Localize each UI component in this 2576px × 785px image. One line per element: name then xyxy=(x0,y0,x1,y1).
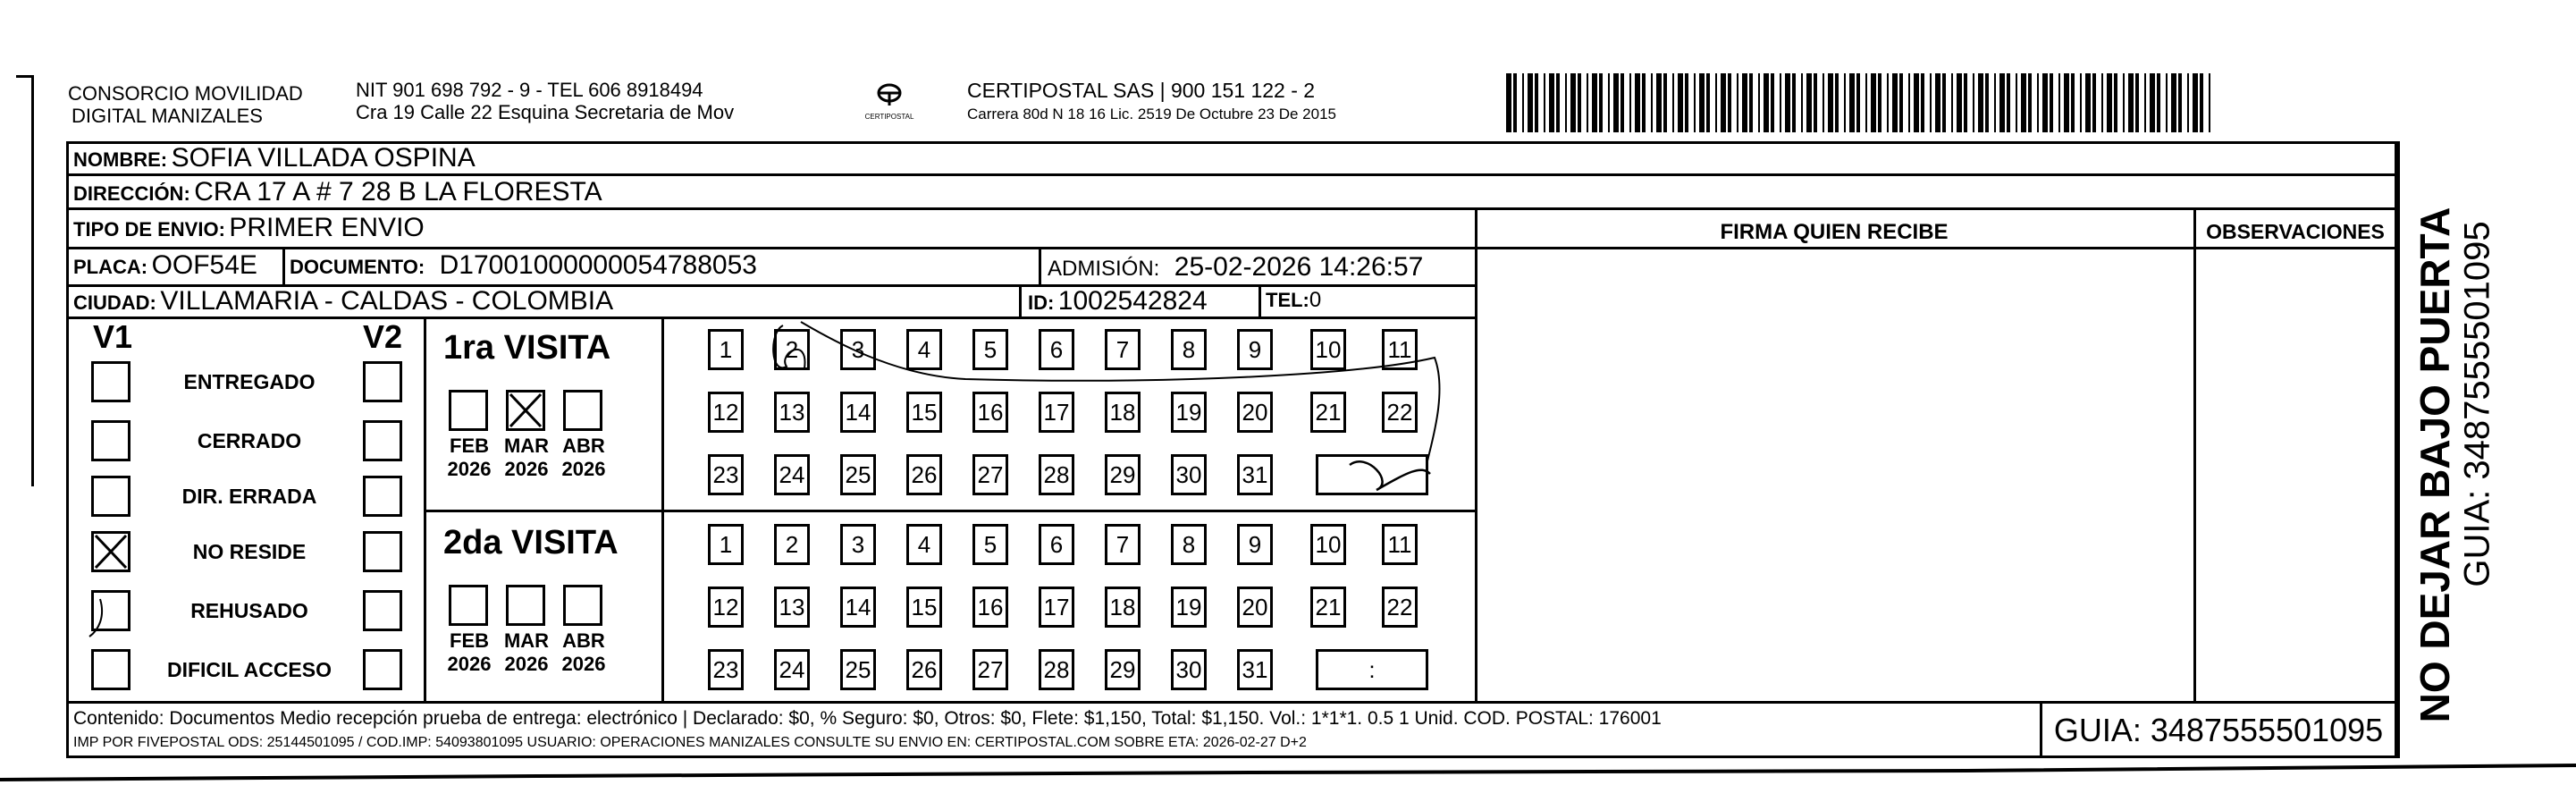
imp-text: IMP POR FIVEPOSTAL ODS: 25144501095 / COD.IMP: 54093801095 USUARIO: OPERACIONES MANIZALES CONSULTE SU ENVIO EN: CERTIPOSTAL.COM SOBRE ETA: 2026-02-27 D+2 xyxy=(73,735,1307,750)
day-box[interactable]: 8 xyxy=(1171,329,1207,370)
day-box[interactable]: 27 xyxy=(972,454,1008,495)
documento-value: D17001000000054788053 xyxy=(439,250,757,280)
day-box[interactable]: 12 xyxy=(708,392,744,433)
day-box[interactable]: 18 xyxy=(1105,587,1141,628)
day-box[interactable]: 26 xyxy=(906,454,942,495)
day-box[interactable]: 17 xyxy=(1039,587,1074,628)
status-label: ENTREGADO xyxy=(183,370,316,393)
day-box[interactable]: 3 xyxy=(840,329,876,370)
tel-value: 0 xyxy=(1309,288,1322,312)
day-box[interactable]: 16 xyxy=(972,392,1008,433)
tipo-envio-value: PRIMER ENVIO xyxy=(229,213,425,242)
day-box[interactable]: 15 xyxy=(906,587,942,628)
day-box[interactable]: 25 xyxy=(840,649,876,690)
tel-label: TEL: xyxy=(1266,289,1309,311)
month-year: 2026 xyxy=(447,458,492,481)
day-box[interactable]: 29 xyxy=(1105,454,1141,495)
day-box[interactable]: 24 xyxy=(774,454,810,495)
day-box[interactable]: 13 xyxy=(774,392,810,433)
logo-text: CERTIPOSTAL xyxy=(864,113,914,121)
placa-value: OOF54E xyxy=(151,250,257,280)
id-label: ID: xyxy=(1028,291,1055,314)
day-box[interactable]: 25 xyxy=(840,454,876,495)
month-year: 2026 xyxy=(561,458,606,481)
day-box[interactable]: 28 xyxy=(1039,454,1074,495)
placa-label: PLACA: xyxy=(73,256,148,278)
status-label: CERRADO xyxy=(197,429,302,452)
day-box[interactable]: 14 xyxy=(840,587,876,628)
no-dejar-bajo-puerta: NO DEJAR BAJO PUERTA xyxy=(2412,207,2458,723)
month-year: 2026 xyxy=(504,653,549,676)
day-box[interactable]: 12 xyxy=(708,587,744,628)
month-year: 2026 xyxy=(561,653,606,676)
side-guia: GUIA: 3487555501095 xyxy=(2457,221,2497,587)
tear-line xyxy=(0,760,2576,785)
tipo-envio-label: TIPO DE ENVIO: xyxy=(73,218,225,241)
observaciones-label: OBSERVACIONES xyxy=(2206,220,2385,243)
day-box[interactable]: 23 xyxy=(708,649,744,690)
company-line-2: DIGITAL MANIZALES xyxy=(72,105,263,128)
carrier-line-1: CERTIPOSTAL SAS | 900 151 122 - 2 xyxy=(967,79,1316,102)
day-box[interactable]: 26 xyxy=(906,649,942,690)
documento-label: DOCUMENTO: xyxy=(290,256,425,278)
day-box[interactable]: 9 xyxy=(1237,524,1273,565)
nit-line-2: Cra 19 Calle 22 Esquina Secretaria de Mov xyxy=(356,101,735,124)
day-box[interactable]: 27 xyxy=(972,649,1008,690)
month-year: 2026 xyxy=(447,653,492,676)
day-box[interactable]: 28 xyxy=(1039,649,1074,690)
v1-label: V1 xyxy=(93,318,133,355)
day-box[interactable]: 2 xyxy=(774,524,810,565)
status-label: REHUSADO xyxy=(190,599,308,622)
day-box[interactable]: 4 xyxy=(906,524,942,565)
day-box[interactable]: 7 xyxy=(1105,329,1141,370)
status-label: NO RESIDE xyxy=(192,540,307,563)
day-box[interactable]: 6 xyxy=(1039,524,1074,565)
footer-guia: GUIA: 3487555501095 xyxy=(2053,712,2384,748)
day-box[interactable]: 5 xyxy=(972,329,1008,370)
day-box[interactable]: 3 xyxy=(840,524,876,565)
day-box[interactable]: 24 xyxy=(774,649,810,690)
day-box[interactable]: 7 xyxy=(1105,524,1141,565)
visit-title: 1ra VISITA xyxy=(443,329,611,367)
day-box[interactable]: 21 xyxy=(1310,587,1346,628)
day-box[interactable]: 11 xyxy=(1382,329,1418,370)
day-box[interactable]: 30 xyxy=(1171,649,1207,690)
day-box[interactable]: 4 xyxy=(906,329,942,370)
day-box[interactable]: 1 xyxy=(708,524,744,565)
month-name: FEB xyxy=(450,629,489,652)
day-box[interactable]: 2 xyxy=(774,329,810,370)
day-box[interactable]: 14 xyxy=(840,392,876,433)
direccion-value: CRA 17 A # 7 28 B LA FLORESTA xyxy=(194,177,602,207)
day-box[interactable]: 17 xyxy=(1039,392,1074,433)
day-box[interactable]: 22 xyxy=(1382,587,1418,628)
day-box[interactable]: 9 xyxy=(1237,329,1273,370)
ciudad-value: VILLAMARIA - CALDAS - COLOMBIA xyxy=(160,286,614,316)
v2-label: V2 xyxy=(363,318,403,355)
nit-line-1: NIT 901 698 792 - 9 - TEL 606 8918494 xyxy=(356,79,703,101)
month-name: ABR xyxy=(562,629,605,652)
day-box[interactable]: 10 xyxy=(1310,524,1346,565)
firma-quien-recibe-label: FIRMA QUIEN RECIBE xyxy=(1720,220,1949,244)
nombre-label: NOMBRE: xyxy=(73,148,168,171)
day-box[interactable]: 18 xyxy=(1105,392,1141,433)
month-name: FEB xyxy=(450,435,489,457)
day-box[interactable]: 31 xyxy=(1237,454,1273,495)
day-box[interactable]: 31 xyxy=(1237,649,1273,690)
day-box[interactable]: 19 xyxy=(1171,392,1207,433)
month-name: ABR xyxy=(562,435,605,457)
day-box[interactable]: 11 xyxy=(1382,524,1418,565)
day-box[interactable]: 22 xyxy=(1382,392,1418,433)
ciudad-label: CIUDAD: xyxy=(73,291,156,314)
day-box[interactable]: 20 xyxy=(1237,587,1273,628)
time-box[interactable]: : xyxy=(1316,649,1428,690)
day-box[interactable]: 5 xyxy=(972,524,1008,565)
month-name: MAR xyxy=(503,629,550,652)
day-box[interactable]: 19 xyxy=(1171,587,1207,628)
status-label: DIR. ERRADA xyxy=(181,485,317,508)
day-box[interactable]: 29 xyxy=(1105,649,1141,690)
day-box[interactable]: 10 xyxy=(1310,329,1346,370)
day-box[interactable]: 16 xyxy=(972,587,1008,628)
day-box[interactable]: 15 xyxy=(906,392,942,433)
company-line-1: CONSORCIO MOVILIDAD xyxy=(68,82,303,105)
direccion-label: DIRECCIÓN: xyxy=(73,182,190,205)
admision-value: 25-02-2026 14:26:57 xyxy=(1174,252,1424,282)
day-box[interactable]: 6 xyxy=(1039,329,1074,370)
visit-title: 2da VISITA xyxy=(443,524,619,561)
month-name: MAR xyxy=(503,435,550,457)
day-box[interactable]: 8 xyxy=(1171,524,1207,565)
id-value: 1002542824 xyxy=(1057,286,1208,316)
status-label: DIFICIL ACCESO xyxy=(166,658,332,681)
carrier-line-2: Carrera 80d N 18 16 Lic. 2519 De Octubre 23 De 2015 xyxy=(967,106,1336,123)
nombre-value: SOFIA VILLADA OSPINA xyxy=(171,143,476,173)
day-box[interactable]: 23 xyxy=(708,454,744,495)
day-box[interactable]: 30 xyxy=(1171,454,1207,495)
day-box[interactable]: 20 xyxy=(1237,392,1273,433)
day-box[interactable]: 13 xyxy=(774,587,810,628)
contenido-text: Contenido: Documentos Medio recepción prueba de entrega: electrónico | Declarado: $0, % Seguro: $0, Otros: $0, Flete: $1,150, Total: $1,150. Vol.: 1*1*1. 0.5 1 Unid. COD. POSTAL: 176001 xyxy=(73,708,1662,729)
admision-label: ADMISIÓN: xyxy=(1048,257,1160,281)
day-box[interactable]: 21 xyxy=(1310,392,1346,433)
day-box[interactable]: 1 xyxy=(708,329,744,370)
month-year: 2026 xyxy=(504,458,549,481)
